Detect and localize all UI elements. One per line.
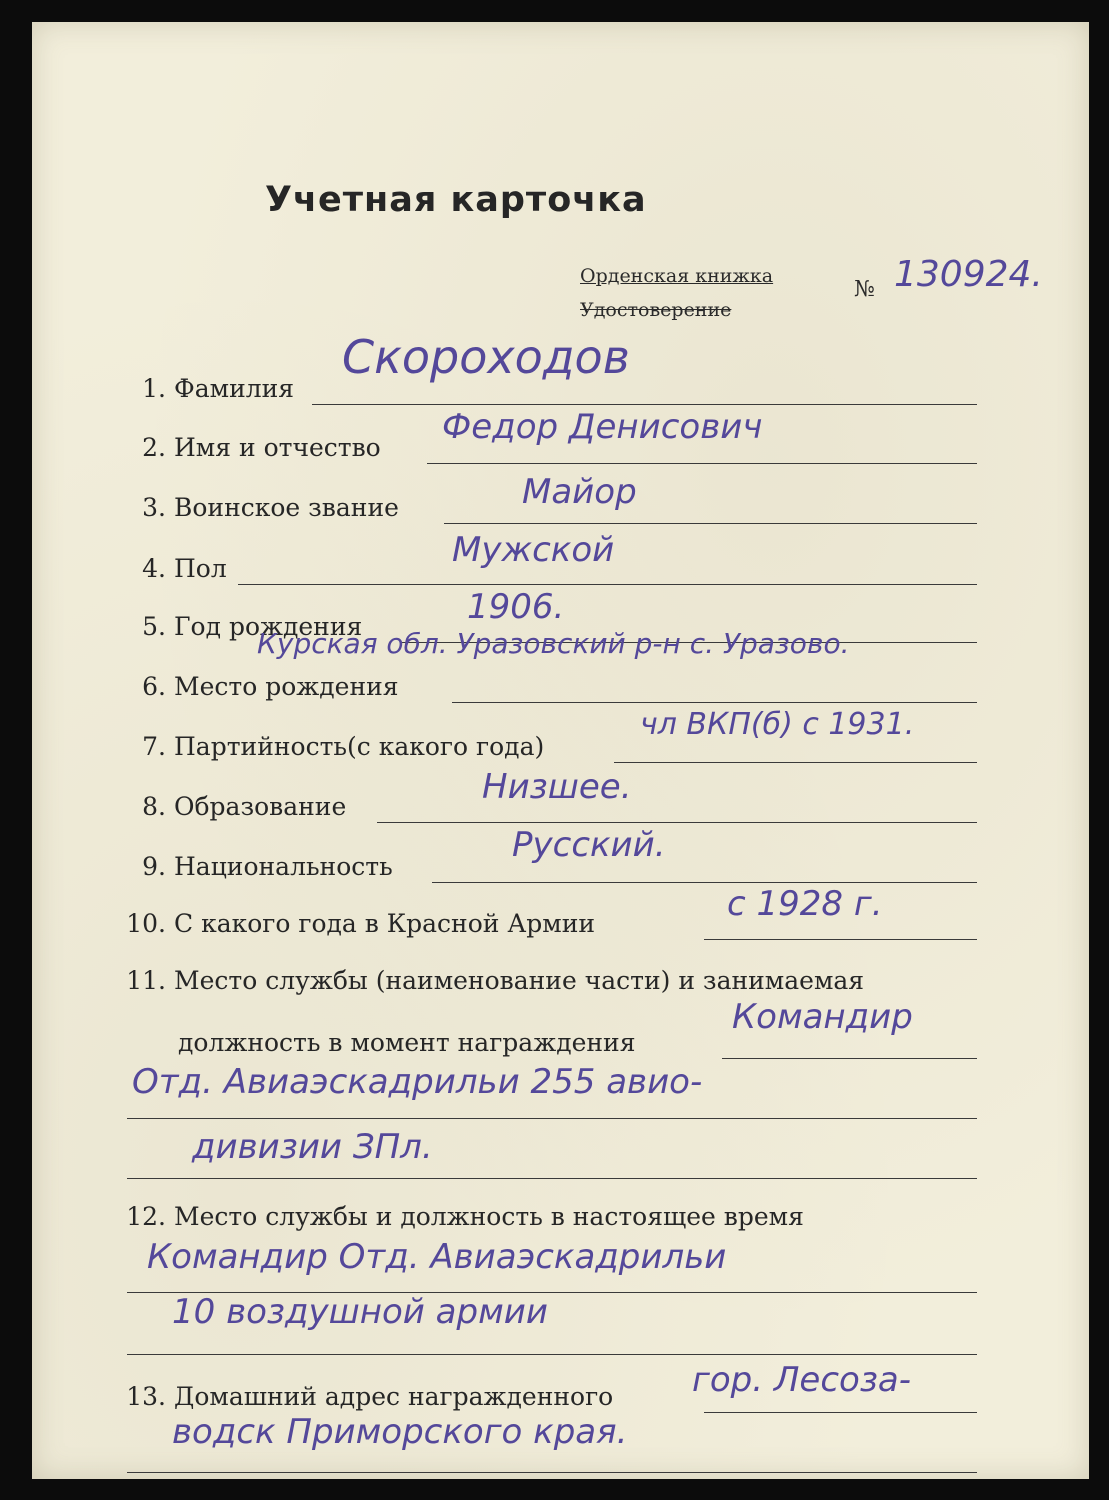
field-service-place-value-2: Отд. Авиаэскадрильи 255 авио-: [132, 1062, 703, 1102]
field-party-label: 7. Партийность(с какого года): [142, 732, 545, 761]
card-title: Учетная карточка: [265, 180, 647, 220]
field-service-place-value-1: Командир: [732, 997, 913, 1037]
field-home-address-line-2: [127, 1472, 977, 1473]
field-surname-line: [312, 404, 977, 405]
field-birth-year-value: 1906.: [467, 587, 565, 627]
field-birthplace-line: [452, 702, 977, 703]
field-nationality-label: 9. Национальность: [142, 852, 393, 881]
field-home-address-value-2: водск Приморского края.: [172, 1412, 628, 1452]
certificate-label: Удостоверение: [580, 299, 732, 321]
field-service-place-line-1: [722, 1058, 977, 1059]
field-sex-line: [238, 584, 977, 585]
field-birthplace-value: Курская обл. Уразовский р-н с. Уразово.: [257, 627, 850, 660]
field-current-post-value-1: Командир Отд. Авиаэскадрильи: [147, 1237, 727, 1277]
field-current-post-line-2: [127, 1354, 977, 1355]
field-sex-label: 4. Пол: [142, 554, 227, 583]
field-rank-label: 3. Воинское звание: [142, 493, 399, 522]
field-nationality-line: [432, 882, 977, 883]
field-name-value: Федор Денисович: [442, 407, 763, 447]
field-army-year-label: 10. С какого года в Красной Армии: [126, 909, 596, 938]
field-party-line: [614, 762, 977, 763]
field-current-post-label: 12. Место службы и должность в настоящее время: [126, 1202, 804, 1231]
field-birthplace-label: 6. Место рождения: [142, 672, 399, 701]
record-card: [32, 22, 1089, 1479]
order-book-number: 130924.: [894, 254, 1043, 295]
field-birth-year-label: 5. Год рождения: [142, 612, 363, 641]
field-nationality-value: Русский.: [512, 825, 666, 865]
field-home-address-value-1: гор. Лесоза-: [692, 1360, 912, 1400]
field-education-value: Низшее.: [482, 767, 632, 807]
field-service-place-line-2: [127, 1118, 977, 1119]
field-home-address-label: 13. Домашний адрес награжденного: [126, 1382, 614, 1411]
number-label: №: [854, 277, 875, 302]
field-current-post-value-2: 10 воздушной армии: [172, 1292, 548, 1332]
field-service-place-value-3: дивизии ЗПл.: [192, 1127, 433, 1167]
field-army-year-line: [704, 939, 977, 940]
field-surname-value: Скороходов: [342, 330, 630, 384]
order-book-label: Орденская книжка: [580, 265, 774, 287]
field-sex-value: Мужской: [452, 530, 615, 570]
field-name-label: 2. Имя и отчество: [142, 433, 381, 462]
field-service-place-label-cont: должность в момент награждения: [178, 1028, 636, 1057]
field-party-value: чл ВКП(б) с 1931.: [640, 707, 915, 742]
field-education-label: 8. Образование: [142, 792, 347, 821]
field-service-place-line-3: [127, 1178, 977, 1179]
field-name-line: [427, 463, 977, 464]
field-education-line: [377, 822, 977, 823]
field-army-year-value: с 1928 г.: [727, 884, 883, 924]
field-home-address-line-1: [704, 1412, 977, 1413]
field-surname-label: 1. Фамилия: [142, 374, 295, 403]
field-service-place-label: 11. Место службы (наименование части) и занимаемая: [126, 966, 865, 995]
field-rank-line: [444, 523, 977, 524]
field-rank-value: Майор: [522, 472, 637, 512]
